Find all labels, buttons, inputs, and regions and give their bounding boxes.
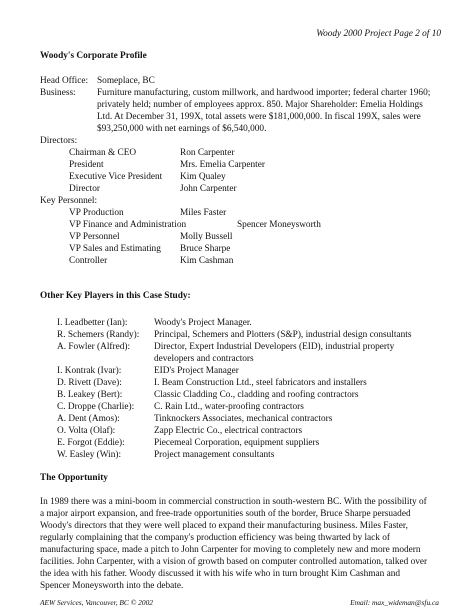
opportunity-line: In 1989 there was a mini-boom in commercial construction in south-western BC. With the possibility of — [40, 497, 427, 507]
personnel-name: Spencer Moneysworth — [237, 220, 321, 230]
business-line: Ltd. At December 31, 199X, total assets were $181,000,000. In fiscal 199X, sales were — [97, 112, 421, 122]
personnel-role: VP Production — [69, 208, 124, 218]
player-desc-continued: developers and contractors — [154, 354, 254, 364]
personnel-name: Kim Cashman — [180, 256, 234, 266]
player-name: A. Fowler (Alfred): — [57, 342, 131, 352]
player-desc: EID's Project Manager — [154, 366, 239, 376]
personnel-name: Miles Faster — [180, 208, 227, 218]
opportunity-line: manufacturing space, made a pitch to John Carpenter for moving to completely new and more modern — [40, 545, 421, 555]
director-name: Mrs. Emelia Carpenter — [180, 160, 265, 170]
player-name: I. Leadbetter (Ian): — [57, 318, 128, 328]
personnel-name: Molly Bussell — [180, 232, 233, 242]
player-desc: Woody's Project Manager. — [154, 318, 252, 328]
player-desc: Piecemeal Corporation, equipment suppliers — [154, 438, 320, 448]
player-name: C. Droppe (Charlie): — [57, 402, 135, 412]
director-name: Ron Carpenter — [180, 148, 235, 158]
player-desc: Classic Cladding Co., cladding and roofing contractors — [154, 390, 359, 400]
director-role: Director — [69, 184, 100, 194]
business-line: $93,250,000 with net earnings of $6,540,000. — [97, 124, 267, 134]
business-line: privately held; number of employees approx. 850. Major Shareholder: Emelia Holdings — [97, 100, 423, 110]
personnel-name: Bruce Sharpe — [180, 244, 231, 254]
director-role: Chairman & CEO — [69, 148, 137, 158]
player-name: W. Easley (Win): — [57, 450, 122, 460]
section-title-profile: Woody's Corporate Profile — [40, 51, 147, 61]
player-name: I. Kontrak (Ivar): — [57, 366, 122, 376]
opportunity-line: a major airport expansion, and free-trade opportunities south of the border, Bruce Sharpe persuaded — [40, 509, 411, 519]
running-header: Woody 2000 Project Page 2 of 10 — [316, 29, 441, 39]
opportunity-line: facilities. John Carpenter, with a vision of growth based on computer controlled automation, talked over — [40, 557, 428, 567]
key-personnel-label: Key Personnel: — [40, 196, 98, 206]
director-role: President — [69, 160, 104, 170]
personnel-role: VP Sales and Estimating — [69, 244, 161, 254]
head-office-value: Someplace, BC — [97, 76, 155, 86]
opportunity-line: Spencer Moneysworth into the debate. — [40, 581, 184, 591]
player-desc: I. Beam Construction Ltd., steel fabricators and installers — [154, 378, 367, 388]
director-name: John Carpenter — [180, 184, 237, 194]
business-line: Furniture manufacturing, custom millwork, and hardwood importer; federal charter 1960; — [97, 88, 431, 98]
player-name: E. Forgot (Eddie): — [57, 438, 125, 448]
player-name: B. Leakey (Bert): — [57, 390, 123, 400]
opportunity-line: regularly complaining that the company's production efficiency was being thwarted by lack of — [40, 533, 391, 543]
player-desc: Director, Expert Industrial Developers (EID), industrial property — [154, 342, 395, 352]
opportunity-line: Woody's directors that they were well placed to expand their manufacturing business. Miles Faster, — [40, 521, 408, 531]
player-desc: Project management consultants — [154, 450, 275, 460]
player-name: A. Dent (Amos): — [57, 414, 120, 424]
player-name: O. Volta (Olaf): — [57, 426, 116, 436]
director-name: Kim Qualey — [180, 172, 226, 182]
section-title-opportunity: The Opportunity — [40, 473, 108, 483]
player-name: R. Schemers (Randy): — [57, 330, 140, 340]
personnel-role: VP Personnel — [69, 232, 120, 242]
head-office-label: Head Office: — [40, 76, 89, 86]
section-title-players: Other Key Players in this Case Study: — [40, 291, 191, 301]
business-label: Business: — [40, 88, 76, 98]
opportunity-line: the idea with his father. Woody discussed it with his wife who in turn brought Kim Cashman and — [40, 569, 401, 579]
directors-label: Directors: — [40, 136, 78, 146]
footer-copyright: AEW Services, Vancouver, BC © 2002 — [40, 598, 153, 607]
personnel-role: Controller — [69, 256, 108, 266]
player-desc: Principal, Schemers and Plotters (S&P), industrial design consultants — [154, 330, 412, 340]
director-role: Executive Vice President — [69, 172, 163, 182]
footer-email[interactable]: Email: max_wideman@sfu.ca — [350, 598, 439, 607]
player-desc: Zapp Electric Co., electrical contractors — [154, 426, 303, 436]
player-desc: C. Rain Ltd., water-proofing contractors — [154, 402, 304, 412]
personnel-role: VP Finance and Administration — [69, 220, 187, 230]
player-desc: Tinknockers Associates, mechanical contractors — [154, 414, 333, 424]
player-name: D. Rivett (Dave): — [57, 378, 122, 388]
